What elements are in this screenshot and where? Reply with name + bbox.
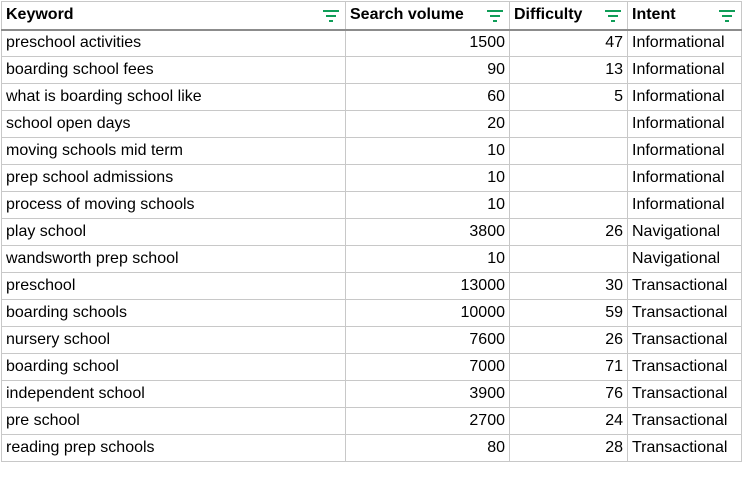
table-row [2, 354, 742, 381]
keyword-cell[interactable]: boarding school [2, 354, 346, 381]
search-volume-cell[interactable]: 1500 [346, 30, 510, 57]
intent-cell[interactable]: Navigational [628, 246, 742, 273]
keyword-cell[interactable]: moving schools mid term [2, 138, 346, 165]
keyword-cell[interactable]: play school [2, 219, 346, 246]
filter-icon[interactable] [605, 10, 621, 22]
column-header-label: Difficulty [514, 6, 583, 24]
search-volume-cell[interactable]: 90 [346, 57, 510, 84]
intent-cell[interactable]: Informational [628, 138, 742, 165]
table-row [2, 408, 742, 435]
difficulty-cell[interactable]: 26 [510, 327, 628, 354]
filter-icon[interactable] [719, 10, 735, 22]
search-volume-cell[interactable]: 13000 [346, 273, 510, 300]
column-header-difficulty[interactable] [510, 2, 628, 30]
intent-cell[interactable]: Informational [628, 30, 742, 57]
difficulty-cell[interactable] [510, 138, 628, 165]
keyword-cell[interactable]: what is boarding school like [2, 84, 346, 111]
table-row [2, 57, 742, 84]
keyword-cell[interactable]: preschool [2, 273, 346, 300]
intent-cell[interactable]: Transactional [628, 381, 742, 408]
column-header-keyword[interactable] [2, 2, 346, 30]
table-row [2, 273, 742, 300]
table-row [2, 219, 742, 246]
intent-cell[interactable]: Informational [628, 111, 742, 138]
difficulty-cell[interactable]: 76 [510, 381, 628, 408]
column-header-label: Intent [632, 6, 676, 24]
search-volume-cell[interactable]: 10 [346, 138, 510, 165]
keyword-cell[interactable]: reading prep schools [2, 435, 346, 462]
table-row [2, 435, 742, 462]
search-volume-cell[interactable]: 3800 [346, 219, 510, 246]
difficulty-cell[interactable]: 5 [510, 84, 628, 111]
difficulty-cell[interactable] [510, 165, 628, 192]
keyword-cell[interactable]: boarding schools [2, 300, 346, 327]
table-row [2, 327, 742, 354]
intent-cell[interactable]: Transactional [628, 327, 742, 354]
search-volume-cell[interactable]: 2700 [346, 408, 510, 435]
difficulty-cell[interactable]: 13 [510, 57, 628, 84]
keyword-cell[interactable]: prep school admissions [2, 165, 346, 192]
keyword-cell[interactable]: independent school [2, 381, 346, 408]
intent-cell[interactable]: Transactional [628, 273, 742, 300]
difficulty-cell[interactable]: 71 [510, 354, 628, 381]
search-volume-cell[interactable]: 80 [346, 435, 510, 462]
keyword-table [1, 1, 742, 462]
search-volume-cell[interactable]: 10000 [346, 300, 510, 327]
search-volume-cell[interactable]: 20 [346, 111, 510, 138]
keyword-cell[interactable]: process of moving schools [2, 192, 346, 219]
difficulty-cell[interactable] [510, 246, 628, 273]
table-row [2, 111, 742, 138]
search-volume-cell[interactable]: 60 [346, 84, 510, 111]
intent-cell[interactable]: Informational [628, 192, 742, 219]
intent-cell[interactable]: Transactional [628, 435, 742, 462]
filter-icon[interactable] [487, 10, 503, 22]
keyword-cell[interactable]: pre school [2, 408, 346, 435]
difficulty-cell[interactable]: 24 [510, 408, 628, 435]
table-row [2, 300, 742, 327]
table-row [2, 381, 742, 408]
header-row [2, 2, 742, 30]
intent-cell[interactable]: Transactional [628, 408, 742, 435]
search-volume-cell[interactable]: 7000 [346, 354, 510, 381]
search-volume-cell[interactable]: 10 [346, 192, 510, 219]
keyword-cell[interactable]: preschool activities [2, 30, 346, 57]
keyword-cell[interactable]: school open days [2, 111, 346, 138]
intent-cell[interactable]: Navigational [628, 219, 742, 246]
search-volume-cell[interactable]: 3900 [346, 381, 510, 408]
difficulty-cell[interactable]: 26 [510, 219, 628, 246]
difficulty-cell[interactable]: 28 [510, 435, 628, 462]
table-row [2, 30, 742, 57]
keyword-cell[interactable]: wandsworth prep school [2, 246, 346, 273]
column-header-search-volume[interactable] [346, 2, 510, 30]
table-row [2, 192, 742, 219]
search-volume-cell[interactable]: 10 [346, 246, 510, 273]
difficulty-cell[interactable]: 30 [510, 273, 628, 300]
column-header-label: Search volume [350, 6, 464, 24]
keyword-cell[interactable]: boarding school fees [2, 57, 346, 84]
intent-cell[interactable]: Transactional [628, 354, 742, 381]
table-row [2, 84, 742, 111]
filter-icon[interactable] [323, 10, 339, 22]
table-row [2, 165, 742, 192]
column-header-intent[interactable] [628, 2, 742, 30]
keyword-cell[interactable]: nursery school [2, 327, 346, 354]
difficulty-cell[interactable]: 47 [510, 30, 628, 57]
search-volume-cell[interactable]: 7600 [346, 327, 510, 354]
difficulty-cell[interactable]: 59 [510, 300, 628, 327]
difficulty-cell[interactable] [510, 111, 628, 138]
intent-cell[interactable]: Informational [628, 165, 742, 192]
intent-cell[interactable]: Transactional [628, 300, 742, 327]
intent-cell[interactable]: Informational [628, 84, 742, 111]
intent-cell[interactable]: Informational [628, 57, 742, 84]
difficulty-cell[interactable] [510, 192, 628, 219]
column-header-label: Keyword [6, 6, 74, 24]
table-row [2, 246, 742, 273]
table-row [2, 138, 742, 165]
search-volume-cell[interactable]: 10 [346, 165, 510, 192]
